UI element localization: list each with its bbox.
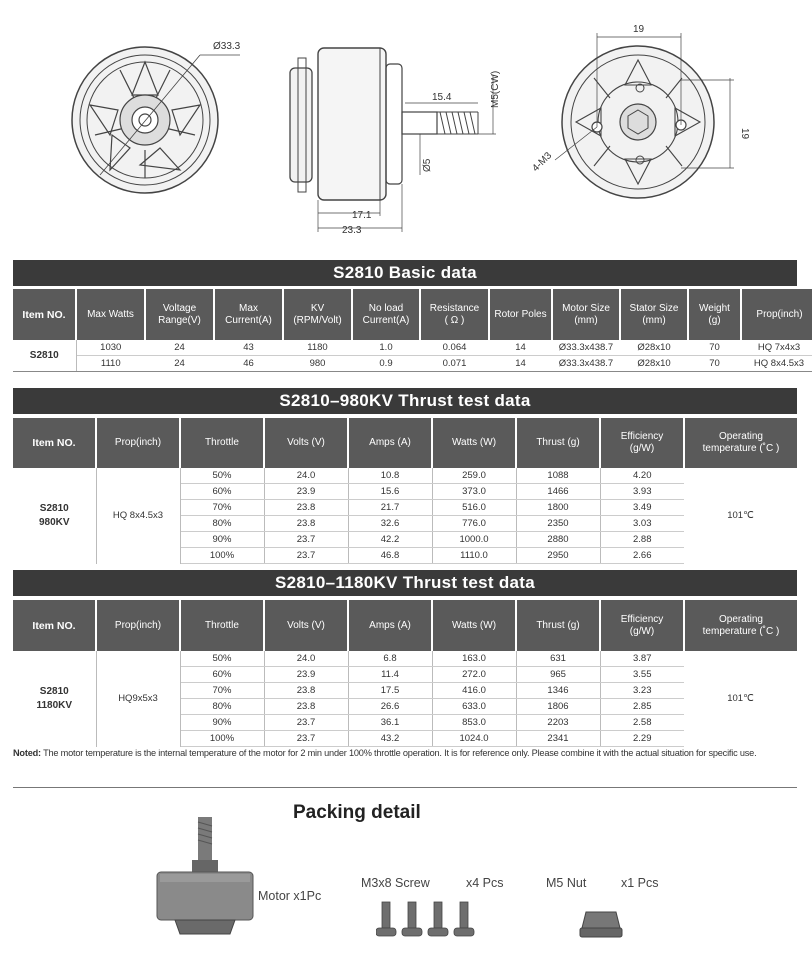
column-header: Operating temperature (˚C ) — [684, 600, 797, 651]
motor-image — [150, 812, 260, 942]
prop-value: HQ 8x4.5x3 — [96, 468, 180, 564]
table-cell: 17.5 — [348, 683, 432, 699]
column-header: Max Current(A) — [214, 289, 283, 340]
table-cell: 633.0 — [432, 699, 516, 715]
table-cell: 1000.0 — [432, 532, 516, 548]
table-cell: 373.0 — [432, 484, 516, 500]
bottom-height-label: 19 — [739, 128, 750, 140]
item-model: S2810 — [39, 685, 69, 697]
table-cell: HQ 8x4.5x3 — [741, 356, 812, 372]
column-header: Voltage Range(V) — [145, 289, 214, 340]
side-shaft-length-label: 15.4 — [432, 92, 452, 103]
table-cell: 23.8 — [264, 500, 348, 516]
column-header: Amps (A) — [348, 600, 432, 651]
item-number — [13, 468, 96, 564]
table-cell: 2.58 — [600, 715, 684, 731]
table-cell: 3.93 — [600, 484, 684, 500]
bottom-width-label: 19 — [633, 24, 645, 35]
side-total-length-label: 23.3 — [342, 225, 362, 236]
table-cell: 2.88 — [600, 532, 684, 548]
table-cell: 23.7 — [264, 715, 348, 731]
table-cell: Ø33.3x438.7 — [552, 356, 620, 372]
column-header: Item NO. — [13, 289, 76, 340]
table-cell: 3.87 — [600, 651, 684, 667]
column-header: Throttle — [180, 418, 264, 468]
table-cell: 36.1 — [348, 715, 432, 731]
table-row — [13, 468, 797, 484]
table-cell: 15.6 — [348, 484, 432, 500]
table-cell: Ø28x10 — [620, 356, 688, 372]
column-header: No load Current(A) — [352, 289, 420, 340]
table-cell: 100% — [180, 731, 264, 747]
column-header: KV (RPM/Volt) — [283, 289, 352, 340]
table-cell: 24 — [145, 356, 214, 372]
thrust-980kv-table — [13, 418, 797, 564]
table-cell: 43 — [214, 340, 283, 356]
column-header: Volts (V) — [264, 418, 348, 468]
table-cell: 14 — [489, 340, 552, 356]
side-view-drawing — [290, 48, 496, 232]
item-model: S2810 — [39, 502, 69, 514]
bottom-screws-label: 4-M3 — [530, 150, 555, 175]
column-header: Weight (g) — [688, 289, 741, 340]
table-cell: 1806 — [516, 699, 600, 715]
side-shaft-diameter-label: Ø5 — [422, 158, 433, 172]
screws-image — [376, 898, 486, 940]
column-header: Motor Size (mm) — [552, 289, 620, 340]
column-header: Watts (W) — [432, 600, 516, 651]
table-cell: 3.03 — [600, 516, 684, 532]
nut-label: M5 Nut — [546, 876, 587, 890]
table-cell: Ø28x10 — [620, 340, 688, 356]
packing-title: Packing detail — [293, 802, 421, 823]
column-header: Prop(inch) — [96, 600, 180, 651]
column-header: Rotor Poles — [489, 289, 552, 340]
table-cell: 2203 — [516, 715, 600, 731]
basic-data-table — [13, 289, 812, 372]
table-cell: 776.0 — [432, 516, 516, 532]
column-header: Volts (V) — [264, 600, 348, 651]
divider — [13, 787, 797, 788]
table-cell: 23.7 — [264, 532, 348, 548]
table-cell: 24.0 — [264, 468, 348, 484]
table-cell: 2.66 — [600, 548, 684, 564]
table-cell: 1.0 — [352, 340, 420, 356]
table-cell: 1110.0 — [432, 548, 516, 564]
temperature-value: 101℃ — [727, 692, 754, 704]
column-header: Stator Size (mm) — [620, 289, 688, 340]
prop-value: HQ9x5x3 — [96, 651, 180, 747]
table-cell: 2341 — [516, 731, 600, 747]
front-view-drawing — [72, 47, 240, 193]
front-diameter-label: Ø33.3 — [213, 41, 241, 52]
thrust-980kv-title: S2810–980KV Thrust test data — [13, 388, 797, 414]
table-cell: 42.2 — [348, 532, 432, 548]
table-cell: 80% — [180, 699, 264, 715]
table-cell: 24.0 — [264, 651, 348, 667]
column-header: Efficiency (g/W) — [600, 418, 684, 468]
item-kv: 1180KV — [36, 699, 73, 711]
table-cell: 23.8 — [264, 516, 348, 532]
table-cell: 90% — [180, 532, 264, 548]
table-cell: 0.071 — [420, 356, 489, 372]
table-cell: 2350 — [516, 516, 600, 532]
table-cell: 259.0 — [432, 468, 516, 484]
table-cell: 80% — [180, 516, 264, 532]
side-thread-label: M5(CW) — [490, 70, 501, 108]
table-cell: 60% — [180, 667, 264, 683]
table-cell: 90% — [180, 715, 264, 731]
table-cell: 70 — [688, 340, 741, 356]
column-header: Item NO. — [13, 600, 96, 651]
table-cell: 1466 — [516, 484, 600, 500]
table-cell: Ø33.3x438.7 — [552, 340, 620, 356]
table-cell: 21.7 — [348, 500, 432, 516]
table-cell: 23.8 — [264, 699, 348, 715]
screw-qty: x4 Pcs — [466, 876, 504, 890]
table-cell: 4.20 — [600, 468, 684, 484]
table-cell: 0.9 — [352, 356, 420, 372]
table-cell: 14 — [489, 356, 552, 372]
motor-label: Motor x1Pc — [258, 889, 322, 903]
column-header: Operating temperature (˚C ) — [684, 418, 797, 468]
bottom-view-drawing — [555, 33, 734, 198]
table-cell: 100% — [180, 548, 264, 564]
thrust-1180kv-table — [13, 600, 797, 747]
table-cell: 6.8 — [348, 651, 432, 667]
column-header: Prop(inch) — [741, 289, 812, 340]
note-text: The motor temperature is the internal temperature of the motor for 2 min under 100% throttle operation. It is for reference only. Please combine it with the actual situation for specific use. — [40, 748, 757, 758]
table-cell: 23.9 — [264, 667, 348, 683]
table-cell: 24 — [145, 340, 214, 356]
table-cell: 980 — [283, 356, 352, 372]
table-cell: 50% — [180, 468, 264, 484]
table-cell: 70% — [180, 683, 264, 699]
column-header: Watts (W) — [432, 418, 516, 468]
item-number: S2810 — [13, 340, 76, 372]
nut-qty: x1 Pcs — [621, 876, 659, 890]
table-cell: 3.49 — [600, 500, 684, 516]
table-cell: 2.29 — [600, 731, 684, 747]
table-cell: 272.0 — [432, 667, 516, 683]
nut-image — [578, 910, 624, 940]
table-cell: 3.55 — [600, 667, 684, 683]
table-cell: 70% — [180, 500, 264, 516]
table-cell: 3.23 — [600, 683, 684, 699]
table-cell: 50% — [180, 651, 264, 667]
side-body-length-label: 17.1 — [352, 210, 372, 221]
table-cell: 23.7 — [264, 548, 348, 564]
table-row — [13, 356, 812, 372]
basic-data-title: S2810 Basic data — [13, 260, 797, 286]
table-cell: 23.8 — [264, 683, 348, 699]
table-cell: 60% — [180, 484, 264, 500]
table-cell: 416.0 — [432, 683, 516, 699]
table-cell: 0.064 — [420, 340, 489, 356]
item-kv: 980KV — [38, 516, 70, 528]
table-cell: 32.6 — [348, 516, 432, 532]
table-cell: 1110 — [76, 356, 145, 372]
item-number — [13, 651, 96, 747]
column-header: Throttle — [180, 600, 264, 651]
table-cell: 163.0 — [432, 651, 516, 667]
table-cell: 1346 — [516, 683, 600, 699]
table-cell: 43.2 — [348, 731, 432, 747]
column-header: Amps (A) — [348, 418, 432, 468]
table-cell: 46 — [214, 356, 283, 372]
table-cell: 2880 — [516, 532, 600, 548]
column-header: Resistance ( Ω ) — [420, 289, 489, 340]
table-cell: 23.9 — [264, 484, 348, 500]
screw-label: M3x8 Screw — [361, 876, 430, 890]
temperature-value: 101℃ — [727, 509, 754, 521]
column-header: Thrust (g) — [516, 418, 600, 468]
thrust-1180kv-title: S2810–1180KV Thrust test data — [13, 570, 797, 596]
table-cell: 70 — [688, 356, 741, 372]
column-header: Prop(inch) — [96, 418, 180, 468]
technical-drawing — [0, 0, 812, 245]
table-cell: 965 — [516, 667, 600, 683]
table-cell: 516.0 — [432, 500, 516, 516]
table-cell: 2.85 — [600, 699, 684, 715]
table-cell: 46.8 — [348, 548, 432, 564]
table-cell: 10.8 — [348, 468, 432, 484]
table-row — [13, 340, 812, 356]
column-header: Efficiency (g/W) — [600, 600, 684, 651]
table-row — [13, 651, 797, 667]
table-cell: 11.4 — [348, 667, 432, 683]
table-cell: 1024.0 — [432, 731, 516, 747]
temperature-note — [13, 748, 803, 758]
table-cell: 1088 — [516, 468, 600, 484]
column-header: Thrust (g) — [516, 600, 600, 651]
table-cell: 23.7 — [264, 731, 348, 747]
column-header: Max Watts — [76, 289, 145, 340]
table-cell: 1800 — [516, 500, 600, 516]
column-header: Item NO. — [13, 418, 96, 468]
table-cell: 26.6 — [348, 699, 432, 715]
table-cell: 853.0 — [432, 715, 516, 731]
table-cell: 631 — [516, 651, 600, 667]
table-cell: HQ 7x4x3 — [741, 340, 812, 356]
table-cell: 1180 — [283, 340, 352, 356]
table-cell: 2950 — [516, 548, 600, 564]
note-label: Noted: — [13, 748, 41, 758]
table-cell: 1030 — [76, 340, 145, 356]
